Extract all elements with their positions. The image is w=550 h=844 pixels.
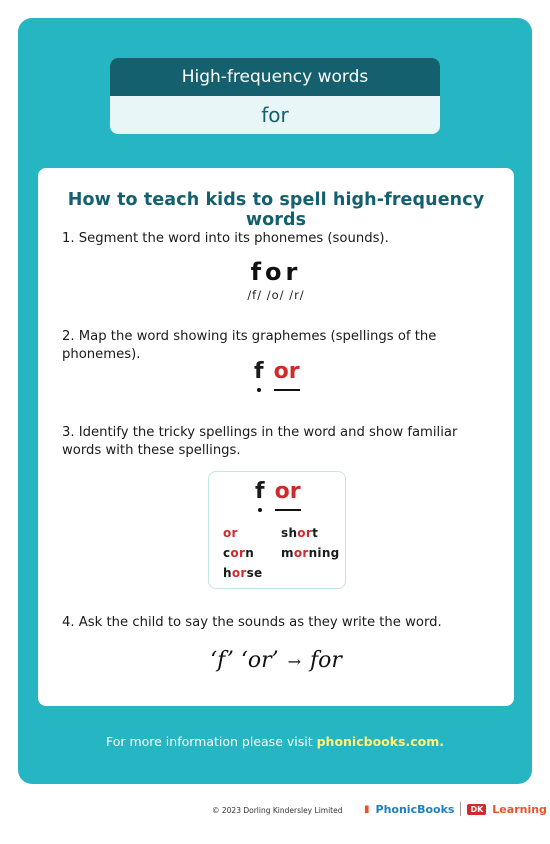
sound-or: ‘or’ — [240, 648, 279, 673]
step-3: 3. Identify the tricky spellings in the word and show familiar words with these spellings. — [62, 425, 458, 458]
example-grapheme-or-text: or — [274, 479, 301, 504]
header-card — [110, 58, 440, 134]
example-sound-dot — [258, 508, 262, 512]
copyright-text: © 2023 Dorling Kindersley Limited — [212, 806, 343, 815]
sound-bar — [274, 389, 300, 391]
segmented-word: for — [250, 258, 302, 286]
example-word-or: or — [223, 526, 238, 540]
example-word-morning: morning — [281, 546, 340, 560]
phonicbooks-logo: PhonicBooks — [375, 802, 455, 816]
grapheme-or-text: or — [273, 359, 300, 384]
logo-divider — [460, 802, 461, 816]
header-word: for — [261, 103, 289, 127]
example-sound-bar — [275, 509, 301, 511]
example-grapheme-f — [255, 480, 265, 512]
book-icon: ▮ — [364, 803, 370, 815]
grapheme-f — [254, 360, 264, 392]
phoneme-list: /f/ /o/ /r/ — [247, 288, 305, 302]
grapheme-or — [274, 360, 300, 391]
example-box — [208, 471, 346, 589]
brand-logos — [364, 802, 547, 816]
step-1: 1. Segment the word into its phonemes (sounds). — [62, 231, 389, 246]
sound-dot — [257, 388, 261, 392]
handwritten-sounds — [38, 648, 514, 673]
written-word: for — [310, 648, 342, 673]
grapheme-map — [254, 360, 300, 392]
step-2: 2. Map the word showing its graphemes (spellings of the phonemes). — [62, 329, 437, 362]
example-word-corn: corn — [223, 546, 255, 560]
sound-f: ‘f’ — [210, 648, 234, 673]
more-info-text — [18, 734, 532, 749]
example-word-short: short — [281, 526, 319, 540]
phonicbooks-link[interactable]: phonicbooks.com. — [316, 734, 445, 749]
more-info-label: For more information please visit — [105, 734, 317, 749]
grapheme-f-text: f — [254, 359, 264, 384]
example-grapheme-or — [275, 480, 301, 511]
learning-logo: Learning — [492, 802, 547, 816]
arrow-right-icon: → — [287, 652, 301, 671]
panel-title: How to teach kids to spell high-frequency words — [67, 190, 485, 230]
example-word-horse: horse — [223, 566, 263, 580]
dk-logo: DK — [467, 804, 486, 815]
example-grapheme-map — [255, 480, 301, 512]
header-title: High-frequency words — [110, 58, 440, 96]
example-grapheme-f-text: f — [255, 479, 265, 504]
step-4: 4. Ask the child to say the sounds as they write the word. — [62, 615, 442, 630]
instructions-panel — [38, 168, 514, 706]
